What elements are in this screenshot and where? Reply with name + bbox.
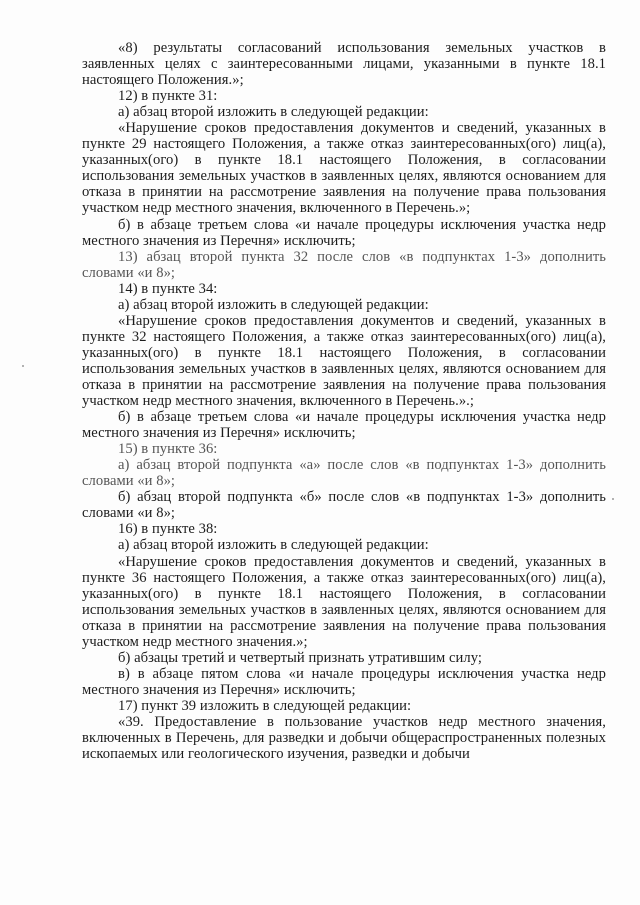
paragraph-subpoint-b: б) абзацы третий и четвертый признать утратившим силу; (118, 649, 482, 666)
paragraph-subpoint-v: в) в абзаце пятом слова «и начале процедуры исключения участка недр местного значения из Перечня» исключить; (82, 665, 606, 698)
scan-speck (612, 498, 614, 500)
document-body (82, 40, 606, 762)
paragraph-quote-point-39: «39. Предоставление в пользование участков недр местного значения, включенных в Перечень, для разведки и добычи общераспространенных полезных ископаемых или геологического изучения, разведки и добычи (82, 713, 606, 763)
scan-speck (22, 365, 24, 367)
paragraph-point-13: 13) абзац второй пункта 32 после слов «в подпунктах 1-3» дополнить словами «и 8»; (82, 248, 606, 281)
paragraph-point-16: 16) в пункте 38: (118, 521, 218, 538)
paragraph-point-17: 17) пункт 39 изложить в следующей редакции: (118, 697, 412, 714)
paragraph-point-14: 14) в пункте 34: (118, 280, 218, 297)
paragraph-subpoint-b: б) в абзаце третьем слова «и начале процедуры исключения участка недр местного значения из Перечня» исключить; (82, 409, 606, 442)
paragraph-subpoint-a: а) абзац второй подпункта «а» после слов «в подпунктах 1-3» дополнить словами «и 8»; (82, 457, 606, 490)
paragraph-item-8: «8) результаты согласований использования земельных участков в заявленных целях с заинтересованными лицами, указанными в пункте 18.1 настоящего Положения.»; (82, 40, 606, 89)
paragraph-subpoint-a: а) абзац второй изложить в следующей редакции: (118, 537, 429, 554)
paragraph-quote-point-29: «Нарушение сроков предоставления документов и сведений, указанных в пункте 29 настоящего Положения, а также отказ заинтересованных(ого) лиц(а), указанных(ого) в пункте 18.1 настоящего Положения, в согласовании использования земельных участков в заявленных целях, являются основанием для отказа в принятии на рассмотрение заявления на получение права пользования участком недр местного значения, включенного в Перечень.»; (82, 120, 606, 217)
paragraph-point-12: 12) в пункте 31: (118, 88, 218, 105)
paragraph-subpoint-b: б) в абзаце третьем слова «и начале процедуры исключения участка недр местного значения из Перечня» исключить; (82, 216, 606, 249)
paragraph-quote-point-36: «Нарушение сроков предоставления документов и сведений, указанных в пункте 36 настоящего Положения, а также отказ заинтересованных(ого) лиц(а), указанных(ого) в пункте 18.1 настоящего Положения, в согласовании использования земельных участков в заявленных целях, являются основанием для отказа в принятии на рассмотрение заявления на получение права пользования участком недр местного значения.»; (82, 553, 606, 650)
paragraph-subpoint-a: а) абзац второй изложить в следующей редакции: (118, 104, 429, 121)
paragraph-point-15: 15) в пункте 36: (118, 441, 218, 458)
paragraph-subpoint-b: б) абзац второй подпункта «б» после слов «в подпунктах 1-3» дополнить словами «и 8»; (82, 489, 606, 522)
paragraph-quote-point-32: «Нарушение сроков предоставления документов и сведений, указанных в пункте 32 настоящего Положения, а также отказ заинтересованных(ого) лиц(а), указанных(ого) в пункте 18.1 настоящего Положения, в согласовании использования земельных участков в заявленных целях, являются основанием для отказа в принятии на рассмотрение заявления на получение права пользования участком недр местного значения, включенного в Перечень.».; (82, 312, 606, 410)
paragraph-subpoint-a: а) абзац второй изложить в следующей редакции: (118, 296, 429, 313)
